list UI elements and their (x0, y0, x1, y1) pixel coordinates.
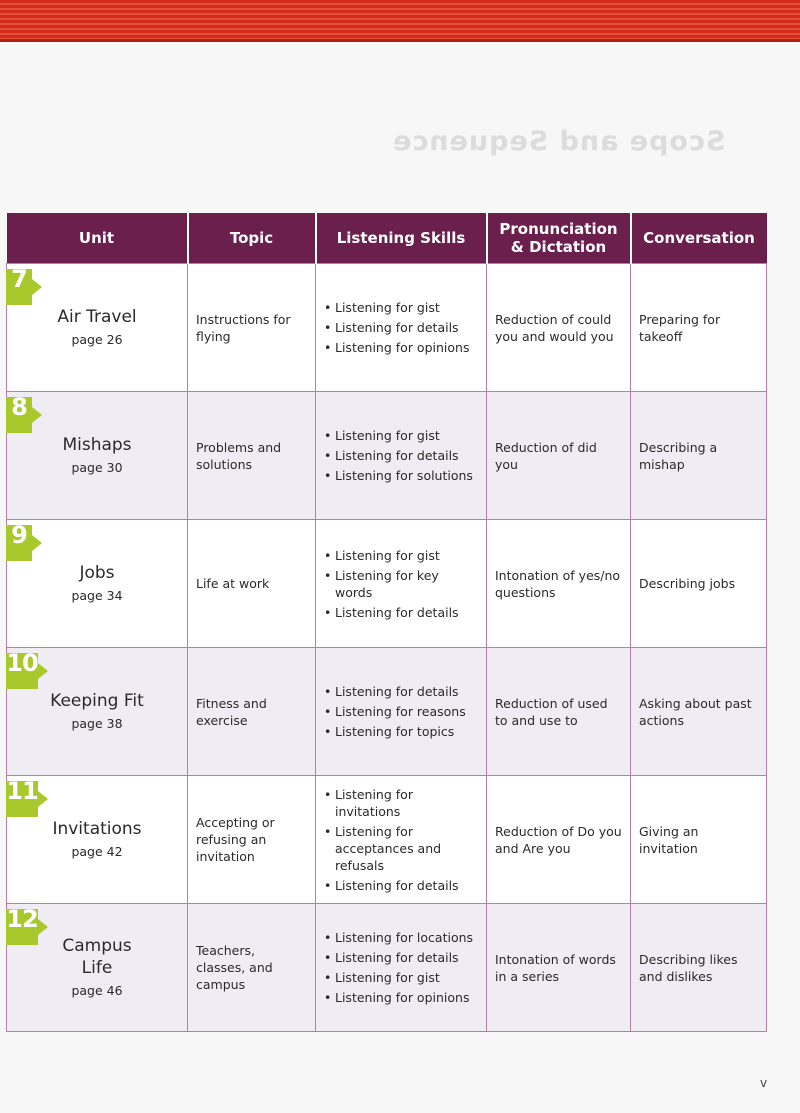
topic-cell: Accepting or refusing an invitation (188, 776, 316, 904)
skill-item: • Listening for gist (324, 547, 478, 564)
conversation-cell: Giving an invitation (631, 776, 767, 904)
unit-number: 7 (11, 265, 27, 293)
table-row (7, 264, 767, 392)
topic-cell: Teachers, classes, and campus (188, 904, 316, 1032)
skill-item: • Listening for gist (324, 427, 478, 444)
unit-number: 11 (6, 777, 38, 805)
listening-skills-cell (316, 520, 487, 648)
skill-item: • Listening for key words (324, 567, 478, 601)
conversation-cell: Describing a mishap (631, 392, 767, 520)
skill-item: • Listening for details (324, 949, 478, 966)
topic-cell: Life at work (188, 520, 316, 648)
skill-item: • Listening for acceptances and refusals (324, 823, 478, 874)
column-header-unit: Unit (7, 213, 188, 264)
column-header-pronunciation-dictation: Pronunciation & Dictation (487, 213, 631, 264)
unit-number-badge (6, 777, 40, 817)
skill-item: • Listening for details (324, 447, 478, 464)
table-row (7, 520, 767, 648)
unit-number: 8 (11, 393, 27, 421)
column-header-conversation: Conversation (631, 213, 767, 264)
listening-skills-cell (316, 904, 487, 1032)
conversation-cell: Describing likes and dislikes (631, 904, 767, 1032)
pronunciation-cell: Intonation of words in a series (487, 904, 631, 1032)
unit-number: 12 (6, 905, 38, 933)
skill-item: • Listening for details (324, 319, 478, 336)
skill-item: • Listening for solutions (324, 467, 478, 484)
column-header-topic: Topic (188, 213, 316, 264)
topic-cell: Fitness and exercise (188, 648, 316, 776)
scope-and-sequence-table (6, 213, 767, 1032)
unit-name: Mishaps (62, 434, 132, 455)
top-decorative-band (0, 0, 800, 42)
unit-cell (7, 520, 188, 648)
pronunciation-cell: Reduction of did you (487, 392, 631, 520)
page-number: v (760, 1076, 768, 1090)
unit-number-badge (6, 521, 40, 561)
unit-cell (7, 264, 188, 392)
conversation-cell: Describing jobs (631, 520, 767, 648)
column-header-listening-skills: Listening Skills (316, 213, 487, 264)
topic-cell: Instructions for flying (188, 264, 316, 392)
skill-item: • Listening for details (324, 683, 478, 700)
skill-item: • Listening for details (324, 604, 478, 621)
mirrored-page-title: Scope and Sequence (392, 126, 726, 157)
unit-number: 9 (11, 521, 27, 549)
listening-skills-cell (316, 392, 487, 520)
pronunciation-cell: Reduction of Do you and Are you (487, 776, 631, 904)
unit-cell (7, 904, 188, 1032)
unit-name: Invitations (52, 818, 142, 839)
unit-page: page 38 (71, 715, 123, 731)
skill-item: • Listening for details (324, 877, 478, 894)
unit-page: page 46 (71, 982, 123, 998)
unit-cell (7, 648, 188, 776)
table-row (7, 392, 767, 520)
skill-item: • Listening for gist (324, 299, 478, 316)
skill-item: • Listening for invitations (324, 786, 478, 820)
unit-page: page 30 (71, 459, 123, 475)
listening-skills-cell (316, 648, 487, 776)
listening-skills-cell (316, 264, 487, 392)
unit-name: Jobs (79, 562, 115, 583)
skill-item: • Listening for topics (324, 723, 478, 740)
topic-cell: Problems and solutions (188, 392, 316, 520)
pronunciation-cell: Intonation of yes/no questions (487, 520, 631, 648)
conversation-cell: Preparing for takeoff (631, 264, 767, 392)
unit-page: page 34 (71, 587, 123, 603)
conversation-cell: Asking about past actions (631, 648, 767, 776)
skill-item: • Listening for reasons (324, 703, 478, 720)
unit-number-badge (6, 393, 40, 433)
unit-name: Keeping Fit (50, 690, 144, 711)
table-row (7, 776, 767, 904)
unit-cell (7, 392, 188, 520)
table-row (7, 904, 767, 1032)
skill-item: • Listening for gist (324, 969, 478, 986)
unit-number-badge (6, 905, 40, 945)
unit-page: page 26 (71, 331, 123, 347)
table-header-row (7, 213, 767, 264)
skill-item: • Listening for opinions (324, 989, 478, 1006)
listening-skills-cell (316, 776, 487, 904)
skill-item: • Listening for opinions (324, 339, 478, 356)
skill-item: • Listening for locations (324, 929, 478, 946)
unit-number-badge (6, 649, 40, 689)
unit-page: page 42 (71, 843, 123, 859)
unit-number: 10 (6, 649, 38, 677)
pronunciation-cell: Reduction of could you and would you (487, 264, 631, 392)
table-row (7, 648, 767, 776)
unit-name: Campus Life (62, 935, 132, 978)
unit-cell (7, 776, 188, 904)
pronunciation-cell: Reduction of used to and use to (487, 648, 631, 776)
unit-name: Air Travel (57, 306, 137, 327)
unit-number-badge (6, 265, 40, 305)
